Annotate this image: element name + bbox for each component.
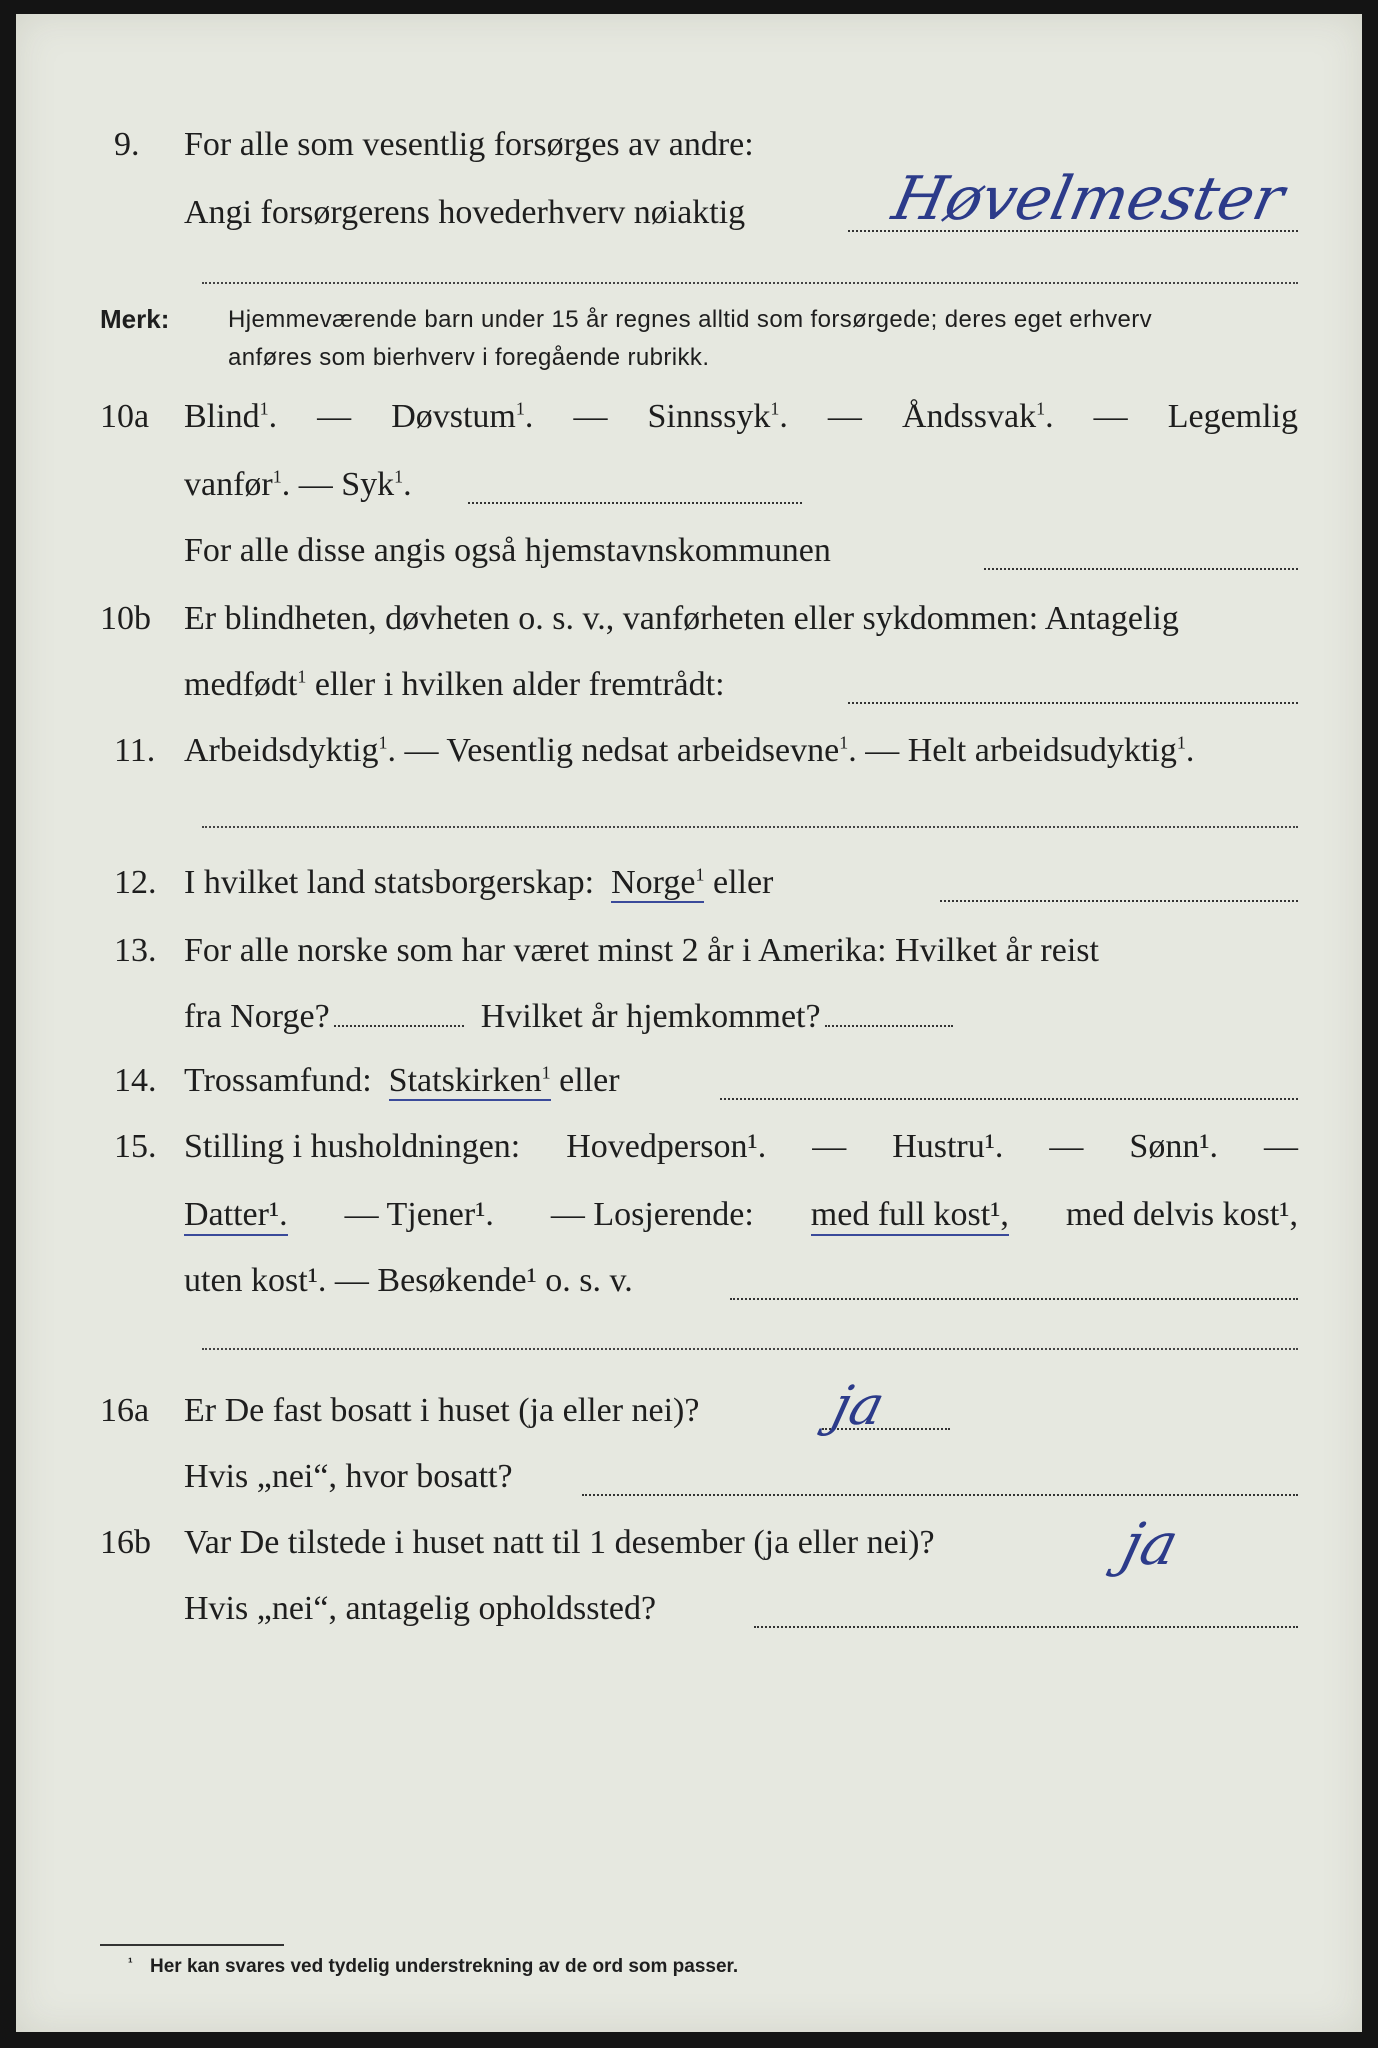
q9-number: 9.	[114, 126, 140, 163]
option-full-kost-underlined[interactable]: med full kost¹,	[811, 1196, 1009, 1236]
q12-number: 12.	[114, 864, 157, 901]
hjemstavn-answer-line[interactable]	[984, 568, 1298, 570]
q9-blank-rule	[202, 282, 1298, 284]
q9-handwritten-answer: Høvelmester	[886, 164, 1290, 234]
q15-number: 15.	[114, 1128, 157, 1165]
option-legemlig: Legemlig	[1167, 398, 1298, 435]
q15-answer-line[interactable]	[730, 1298, 1298, 1300]
option-udyktig: . — Helt arbeidsudyktig	[848, 732, 1177, 769]
option-losjerende: — Losjerende:	[550, 1196, 754, 1233]
q16a-number: 16a	[100, 1392, 150, 1429]
q16b-handwritten-answer: ja	[1115, 1510, 1186, 1578]
option-norge-underlined[interactable]: Norge$^1$	[611, 864, 705, 901]
q9-text-2: Angi forsørgerens hovederhverv nøiaktig	[184, 194, 746, 231]
merk-label: Merk:	[100, 304, 170, 334]
q13-text-1: For alle norske som har været minst 2 år i Amerika: Hvilket år reist	[184, 932, 1099, 969]
q10a-answer-line[interactable]	[468, 502, 802, 504]
q13-number: 13.	[114, 932, 157, 969]
footnote-mark: ¹	[128, 1954, 133, 1970]
option-datter-underlined[interactable]: Datter¹.	[184, 1196, 288, 1236]
option-nedsat: . — Vesentlig nedsat arbeidsevne	[387, 732, 840, 769]
bosatt-answer-line[interactable]	[582, 1494, 1298, 1496]
q16b-text-1: Var De tilstede i huset natt til 1 desember (ja eller nei)?	[184, 1524, 935, 1561]
option-hovedperson: Hovedperson¹.	[566, 1128, 767, 1165]
option-hustru: Hustru¹.	[892, 1128, 1004, 1165]
option-arbeidsdyktig: Arbeidsdyktig	[184, 732, 379, 769]
q10a-options: Blind$^1$. — Døvstum$^1$. — Sinnssyk$^1$. — Åndssvak$^1$. — Legemlig	[184, 398, 1298, 435]
q14-number: 14.	[114, 1062, 157, 1099]
option-andssvak: Åndssvak$^1$.	[901, 398, 1054, 435]
q11-blank-rule	[202, 826, 1298, 828]
option-sinnssyk: Sinnssyk$^1$.	[647, 398, 788, 435]
q10a-text-3: For alle disse angis også hjemstavnskommunen	[184, 532, 831, 569]
q11-number: 11.	[114, 732, 156, 769]
q9-text-1: For alle som vesentlig forsørges av andre:	[184, 126, 754, 163]
q16b-text-2: Hvis „nei“, antagelig opholdssted?	[184, 1590, 657, 1627]
q16a-text-1: Er De fast bosatt i huset (ja eller nei)?	[184, 1392, 700, 1429]
opholdssted-answer-line[interactable]	[754, 1626, 1298, 1628]
q15-blank-rule	[202, 1348, 1298, 1350]
footnote-rule	[100, 1944, 284, 1946]
q16a-text-2: Hvis „nei“, hvor bosatt?	[184, 1458, 513, 1495]
option-blind: Blind$^1$.	[184, 398, 278, 435]
merk-text-2: anføres som bierhverv i foregående rubrikk.	[228, 344, 710, 371]
option-vanfor: vanfør	[184, 466, 273, 503]
footnote-text: Her kan svares ved tydelig understrekning av de ord som passer.	[150, 1956, 739, 1977]
q10b-answer-line[interactable]	[848, 702, 1298, 704]
option-syk: . — Syk	[281, 466, 395, 503]
q10a-number: 10a	[100, 398, 150, 435]
q14-answer-line[interactable]	[720, 1098, 1298, 1100]
q16b-number: 16b	[100, 1524, 151, 1561]
q10b-text-1: Er blindheten, døvheten o. s. v., vanførheten eller sykdommen: Antagelig	[184, 600, 1179, 637]
merk-text-1: Hjemmeværende barn under 15 år regnes alltid som forsørgede; deres eget erhverv	[228, 306, 1153, 333]
option-delvis-kost: med delvis kost¹,	[1065, 1196, 1298, 1233]
q15-text-3: uten kost¹. — Besøkende¹ o. s. v.	[184, 1262, 633, 1299]
q12-answer-line[interactable]	[940, 900, 1298, 902]
q10b-number: 10b	[100, 600, 151, 637]
option-sonn: Sønn¹.	[1129, 1128, 1219, 1165]
option-tjener: — Tjener¹.	[344, 1196, 494, 1233]
option-statskirken-underlined[interactable]: Statskirken$^1$	[388, 1062, 551, 1099]
option-dovstum: Døvstum$^1$.	[391, 398, 534, 435]
q16a-handwritten-answer: ja	[826, 1374, 891, 1437]
census-form-page: 9. For alle som vesentlig forsørges av andre: Angi forsørgerens hovederhverv nøiaktig Høvelmester Merk: Hjemmeværende barn under 15 år regnes alltid som forsørgede; deres eget erhverv anføres som bierhverv i foregående rubrikk. 10a Blind$^1$. — Døvstum$^1$. — Sinnssyk$^1$. — Åndssvak$^1$. — Legemlig vanfør$^1$. — Syk$^1$. For alle disse angis også hjemstavnskommunen 10b Er blindheten, døvheten o. s. v., vanførheten eller sykdommen: Antagelig medfødt$^1$ eller i hvilken alder fremtrådt: 11. Arbeidsdyktig$^1$. — Vesentlig nedsat arbeidsevne$^1$. — Helt arbeidsudyktig$^1$. 12. I hvilket land statsborgerskap: Norge$^1$ eller 13. For alle norske som har været minst 2 år i Amerika: Hvilket år reist fra Norge? Hvilket år hjemkommet? 14. Trossamfund: Statskirken$^1$ eller 15. Stilling i husholdningen: Hovedperson¹. — Hustru¹. — Sønn¹. — Datter¹. — Tjener¹. — Losjerende: med full kost¹, med delvis kost¹, uten kost¹. — Besøkende¹ o. s. v. 16a Er De fast bosatt i huset (ja eller nei)? ja Hvis „nei“, hvor bosatt? 16b Var De tilstede i huset natt til 1 desember (ja eller nei)? ja Hvis „nei“, antagelig opholdssted? ¹ Her kan svares ved tydelig understrekning av de ord som passer.	[16, 14, 1362, 2032]
